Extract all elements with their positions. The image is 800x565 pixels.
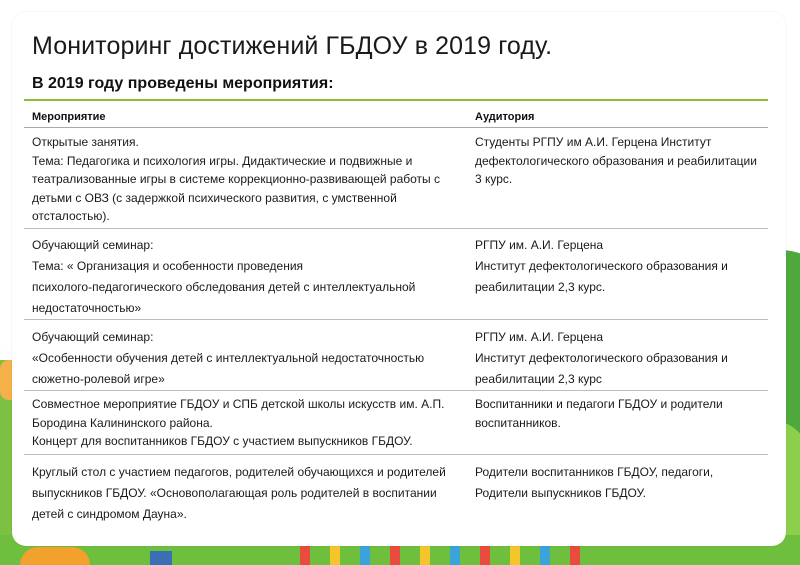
audience-line: воспитанников. bbox=[475, 415, 561, 430]
event-line: Концерт для воспитанников ГБДОУ с участием выпускников ГБДОУ. bbox=[32, 434, 413, 448]
event-line: Обучающий семинар: bbox=[32, 238, 154, 252]
event-line: Тема: « Организация и особенности проведения bbox=[32, 259, 304, 273]
audience-line: РГПУ им. А.И. Герцена bbox=[475, 330, 604, 344]
fence-post bbox=[330, 543, 340, 565]
fence-post bbox=[540, 543, 550, 565]
event-line: Совместное мероприятие ГБДОУ и СПБ детской школы искусств им. А.П. bbox=[32, 397, 445, 411]
fence-post bbox=[390, 543, 400, 565]
audience-cell bbox=[475, 462, 765, 504]
audience-line: Институт дефектологического образования и bbox=[475, 351, 728, 365]
events-table bbox=[24, 108, 768, 530]
event-line: Обучающий семинар: bbox=[32, 330, 154, 344]
audience-cell bbox=[475, 395, 765, 432]
event-cell bbox=[32, 235, 462, 319]
table-row bbox=[24, 391, 768, 455]
audience-cell bbox=[475, 235, 765, 298]
event-line: Тема: Педагогика и психология игры. Дидактические и подвижные и bbox=[32, 153, 413, 168]
table-row bbox=[24, 128, 768, 229]
table-row bbox=[24, 229, 768, 320]
table-header bbox=[24, 108, 768, 127]
event-line: психолого-педагогического обследования детей с интеллектуальной bbox=[32, 280, 416, 294]
fence-post bbox=[480, 543, 490, 565]
fence-post bbox=[450, 543, 460, 565]
audience-line: реабилитации 2,3 курс. bbox=[475, 280, 606, 294]
event-line: отсталостью). bbox=[32, 209, 110, 223]
fence-post bbox=[570, 543, 580, 565]
orange-hat-decoration bbox=[20, 547, 90, 565]
event-line: Открытые занятия. bbox=[32, 135, 139, 149]
audience-cell bbox=[475, 133, 765, 189]
audience-line: Родители выпускников ГБДОУ. bbox=[475, 486, 646, 500]
page-title: Мониторинг достижений ГБДОУ в 2019 году. bbox=[32, 32, 553, 60]
audience-line: Родители воспитанников ГБДОУ, педагоги, bbox=[475, 465, 714, 479]
event-line: детей с синдромом Дауна». bbox=[32, 507, 187, 521]
audience-line: Воспитанники и педагоги ГБДОУ и родители bbox=[475, 397, 723, 411]
event-line: детьми с ОВЗ (с задержкой психического развития, с умственной bbox=[32, 190, 397, 205]
table-row bbox=[24, 455, 768, 530]
fence-post bbox=[360, 543, 370, 565]
audience-line: реабилитации 2,3 курс bbox=[475, 372, 602, 386]
event-line: недостаточностью» bbox=[32, 301, 142, 315]
event-line: сюжетно-ролевой игре» bbox=[32, 372, 165, 386]
audience-line: 3 курс. bbox=[475, 172, 513, 186]
audience-line: РГПУ им. А.И. Герцена bbox=[475, 238, 604, 252]
event-line: Круглый стол с участием педагогов, родителей обучающихся и родителей bbox=[32, 465, 446, 479]
column-header-audience: Аудитория bbox=[475, 111, 535, 123]
event-line: выпускников ГБДОУ. «Основополагающая роль родителей в воспитании bbox=[32, 486, 437, 500]
fence-post bbox=[510, 543, 520, 565]
event-line: «Особенности обучения детей с интеллектуальной недостаточностью bbox=[32, 351, 425, 365]
fence-post bbox=[300, 543, 310, 565]
table-row bbox=[24, 320, 768, 391]
event-cell bbox=[32, 327, 462, 390]
audience-cell bbox=[475, 327, 765, 390]
green-divider bbox=[24, 99, 768, 101]
event-cell bbox=[32, 395, 462, 451]
event-line: Бородина Калининского района. bbox=[32, 415, 213, 430]
audience-line: Институт дефектологического образования и bbox=[475, 259, 728, 273]
column-header-event: Мероприятие bbox=[32, 111, 106, 123]
child-shoe-decoration bbox=[150, 551, 172, 565]
event-cell bbox=[32, 133, 462, 226]
fence-post bbox=[420, 543, 430, 565]
section-subtitle: В 2019 году проведены мероприятия: bbox=[32, 75, 334, 92]
event-line: театрализованные игры в системе коррекционно-развивающей работы с bbox=[32, 172, 440, 186]
audience-line: дефектологического образования и реабилитации bbox=[475, 153, 757, 168]
audience-line: Студенты РГПУ им А.И. Герцена Институт bbox=[475, 135, 712, 149]
event-cell bbox=[32, 462, 462, 525]
